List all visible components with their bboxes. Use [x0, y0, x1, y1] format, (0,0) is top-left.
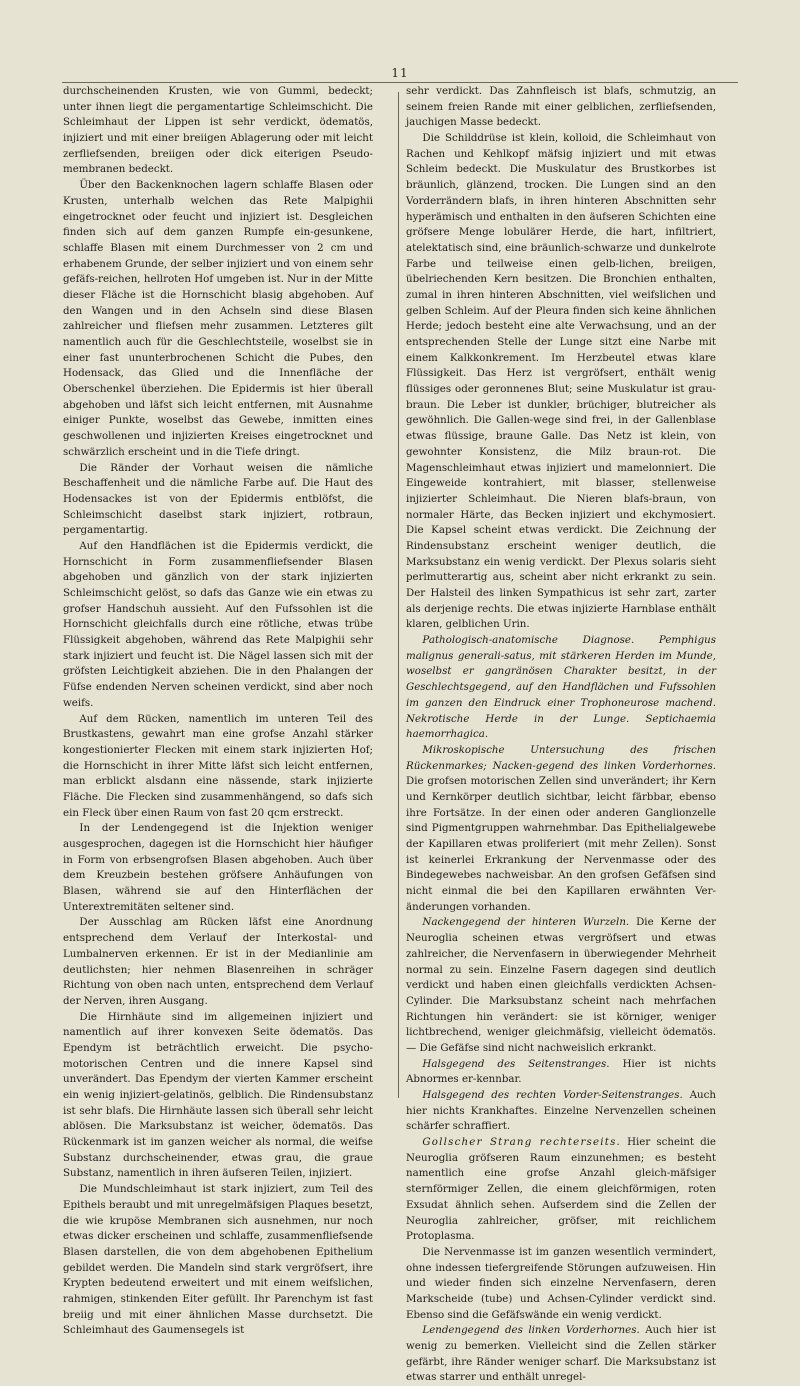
goll-text: Hier scheint die Neuroglia gröfseren Raum einzunehmen; es besteht namentlich eine grofse Anzahl gleich-mäfsiger sternförmiger Zellen, die einem gleichförmigen, roten Exsudat ähnlich sehen. Aufserdem sind die Zellen der Neuroglia zahlreicher, gröfser, mit reichlichem Protoplasma.	[406, 1136, 716, 1243]
paragraph: Über den Backenknochen lagern schlaffe Blasen oder Krusten, unterhalb welchen das Rete Malpighii eingetrocknet oder feucht und injiziert ist. Desgleichen finden sich auf dem ganzen Rumpfe ein-gesunkene, schlaffe Blasen mit einem Durchmesser von 2 cm und erhabenem Grunde, der selber injiziert und von einem sehr gefäfs-reichen, hellroten Hof umgeben ist. Nur in der Mitte dieser Fläche ist die Hornschicht blasig abgehoben. Auf den Wangen und in den Achseln sind diese Blasen zahlreicher und fliefsen mehr zusammen. Letzteres gilt namentlich auch für die Geschlechtsteile, woselbst sie in einer fast ununterbrochenen Schicht die Pubes, den Hodensack, das Glied und die Innenfläche der Oberschenkel überziehen. Die Epidermis ist hier überall abgehoben und läfst sich leicht entfernen, mit Ausnahme einiger Punkte, woselbst das Gewebe, inmitten eines geschwollenen und injizierten Kreises eingetrocknet und schwärzlich erscheint und in die Tiefe dringt.	[63, 179, 373, 458]
paragraph: Die Mundschleimhaut ist stark injiziert, zum Teil des Epithels beraubt und mit unregelmäfsigen Plaques besetzt, die wie krupöse Membranen sich ausnehmen, nur noch etwas dicker erscheinen und schlaffe, zusammenfliefsende Blasen darstellen, die von dem abgehobenen Epithelium gebildet werden. Die Mandeln sind stark vergröfsert, ihre Krypten bedeutend erweitert und mit einem weifslichen, rahmigen, stinkenden Eiter gefüllt. Ihr Parenchym ist fast breiig und mit einer ähnlichen Masse durchsetzt. Die Schleimhaut des Gaumensegels ist	[63, 1183, 373, 1337]
goll-section	[406, 1135, 716, 1245]
paragraph: Auf dem Rücken, namentlich im unteren Teil des Brustkastens, gewahrt man eine grofse Anzahl stärker kongestionierter Flecken mit einem stark injizierten Hof; die Hornschicht in ihrer Mitte läfst sich leicht entfernen, man erblickt alsdann eine nässende, stark injizierte Fläche. Die Flecken sind zusammenhängend, so dafs sich ein Fleck über einen Raum von fast 20 qcm erstreckt.	[63, 712, 373, 819]
paragraph: Die Ränder der Vorhaut weisen die nämliche Beschaffenheit und die nämliche Farbe auf. Die Haut des Hodensackes ist von der Epidermis entblöfst, die Schleimschicht daselbst stark injiziert, rotbraun, pergamentartig.	[63, 461, 373, 537]
paragraph: In der Lendengegend ist die Injektion weniger ausgesprochen, dagegen ist die Hornschicht hier häufiger in Form von erbsengrofsen Blasen abgehoben. Auch über dem Kreuzbein bestehen gröfsere Anhäufungen von Blasen, während sie auf den Hinterflächen der Unterextremitäten seltener sind.	[63, 822, 373, 913]
page-number: 11	[391, 66, 409, 80]
micro-text: Die grofsen motorischen Zellen sind unverändert; ihr Kern und Kernkörper deutlich sichtbar, leicht färbbar, ebenso ihre Fortsätze. In der einen oder anderen Ganglionzelle sind Pigmentgruppen wahrnehmbar. Das Epithelialgewebe der Kapillaren etwas proliferiert (mit mehr Zellen). Sonst ist keinerlei Erkrankung der Nervenmasse oder des Bindegewebes nachweisbar. An den grofsen Gefäfsen sind nicht einmal die bei den Kapillaren erwähnten Ver-änderungen vorhanden.	[406, 775, 716, 913]
right-lateral-section	[406, 1088, 716, 1135]
goll-heading: Gollscher Strang rechterseits.	[422, 1136, 621, 1149]
paragraph: durchscheinenden Krusten, wie von Gummi, bedeckt; unter ihnen liegt die pergamentartige Schleimschicht. Die Schleimhaut der Lippen ist sehr verdickt, ödematös, injiziert und mit einer breiigen Ablagerung oder mit leicht zerfliefsenden, breiigen oder dick eiterigen Pseudo-membranen bedeckt.	[63, 85, 373, 176]
lateral-section	[406, 1057, 716, 1088]
right-lateral-text: Auch hier nichts Krankhaftes. Einzelne Nervenzellen scheinen schärfer schraffiert.	[406, 1089, 717, 1133]
paragraph: Die Hirnhäute sind im allgemeinen injiziert und namentlich auf ihrer konvexen Seite ödematös. Das Ependym ist beträchtlich erweicht. Die psycho-motorischen Centren und die innere Kapsel sind unverändert. Das Ependym der vierten Kammer erscheint ein wenig injiziert-gelatinös, gelblich. Die Rindensubstanz ist sehr blafs. Die Hirnhäute lassen sich überall sehr leicht ablösen. Die Marksubstanz ist weicher, ödematös. Das Rückenmark ist im ganzen weicher als normal, die weifse Substanz durchscheinender, etwas grau, die graue Substanz, namentlich in ihren äufseren Teilen, injiziert.	[63, 1010, 373, 1180]
lateral-text: Hier ist nichts Abnormes er-kennbar.	[406, 1057, 716, 1086]
lumbar-section	[406, 1323, 716, 1386]
posterior-text: Die Kerne der Neuroglia scheinen etwas vergröfsert und etwas zahlreicher, die Nervenfasern in überwiegender Mehrheit normal zu sein. Einzelne Fasern dagegen sind deutlich verdickt und haben einen gleichfalls verdickten Achsen-Cylinder. Die Marksubstanz scheint nach mehrfachen Richtungen hin verändert: sie ist körniger, weniger lichtbrechend, weniger gleichmäfsig, vielleicht ödematös. — Die Gefäfse sind nicht nachweislich erkrankt.	[406, 916, 716, 1054]
paragraph: Der Ausschlag am Rücken läfst eine Anordnung entsprechend dem Verlauf der Interkostal- und Lumbalnerven erkennen. Er ist in der Medianlinie am deutlichsten; hier nehmen Blasenreihen in schräger Richtung von oben nach unten, entsprechend dem Verlauf der Nerven, ihren Ausgang.	[63, 916, 373, 1007]
left-column	[63, 84, 373, 1339]
lumbar-text: Auch hier ist wenig zu bemerken. Vielleicht sind die Zellen stärker gefärbt, ihre Ränder weniger scharf. Die Marksubstanz ist etwas starrer und enthält unregel-	[406, 1324, 716, 1384]
micro-section	[406, 743, 716, 916]
micro-heading: Mikroskopische Untersuchung des frischen Rückenmarkes; Nacken-gegend des linken Vorderhornes.	[406, 743, 716, 772]
paragraph: Auf den Handflächen ist die Epidermis verdickt, die Hornschicht in Form zusammenfliefsender Blasen abgehoben und gänzlich von der stark injizierten Schleimschicht gelöst, so dafs das Ganze wie ein etwas zu grofser Handschuh aussieht. Auf den Fufssohlen ist die Hornschicht gleichfalls durch eine rötliche, etwas trübe Flüssigkeit abgehoben, während das Rete Malpighii sehr stark injiziert und feucht ist. Die Nägel lassen sich mit der gröfsten Leichtigkeit abziehen. Die in den Phalangen der Füfse endenden Nerven scheinen verdickt, sind aber noch weifs.	[63, 539, 373, 709]
paragraph: sehr verdickt. Das Zahnfleisch ist blafs, schmutzig, an seinem freien Rande mit einer gelblichen, zerfliefsenden, jauchigen Masse bedeckt.	[406, 85, 716, 129]
paragraph: Die Nervenmasse ist im ganzen wesentlich vermindert, ohne indessen tiefergreifende Störungen aufzuweisen. Hin und wieder finden sich einzelne Nervenfasern, deren Markscheide (tube) und Achsen-Cylinder verdickt sind. Ebenso sind die Gefäfswände ein wenig verdickt.	[406, 1245, 716, 1321]
lumbar-heading: Lendengegend des linken Vorderhornes.	[422, 1324, 640, 1337]
posterior-heading: Nackengegend der hinteren Wurzeln.	[422, 916, 630, 929]
right-column	[406, 84, 716, 1386]
posterior-section	[406, 915, 716, 1056]
header-rule	[62, 82, 738, 83]
diagnosis-paragraph: Pathologisch-anatomische Diagnose. Pemphigus malignus generali-satus, mit stärkeren Herden im Munde, woselbst er gangränösen Charakter besitzt, in der Geschlechtsgegend, auf den Handflächen und Fufssohlen im ganzen den Eindruck einer Trophoneurose machend. Nekrotische Herde in der Lunge. Septichaemia haemorrhagica.	[406, 634, 716, 741]
column-divider	[398, 92, 399, 1098]
right-lateral-heading: Halsgegend des rechten Vorder-Seitenstranges.	[422, 1089, 683, 1101]
paragraph: Die Schilddrüse ist klein, kolloid, die Schleimhaut von Rachen und Kehlkopf mäfsig injiziert und mit etwas Schleim bedeckt. Die Muskulatur des Brustkorbes ist bräunlich, glänzend, trocken. Die Lungen sind an den Vorderrändern blafs, in ihren hinteren Abschnitten sehr hyperämisch und enthalten in den äufseren Schichten eine gröfsere Menge lobulärer Herde, die hart, infiltriert, atelektatisch sind, eine bräunlich-schwarze und dunkelrote Farbe und teilweise einen gelb-lichen, breiigen, übelriechenden Kern besitzen. Die Bronchien enthalten, zumal in ihren hinteren Abschnitten, viel weifslichen und gelben Schleim. Auf der Pleura finden sich keine ähnlichen Herde; jedoch besteht eine alte Verwachsung, und an der entsprechenden Stelle der Lunge sitzt eine Narbe mit einem Kalkkonkrement. Im Herzbeutel etwas klare Flüssigkeit. Das Herz ist vergröfsert, enthält wenig flüssiges oder geronnenes Blut; seine Muskulatur ist grau-braun. Die Leber ist dunkler, brüchiger, blutreicher als gewöhnlich. Die Gallen-wege sind frei, in der Gallenblase etwas flüssige, braune Galle. Das Netz ist klein, von gewohnter Konsistenz, die Milz braun-rot. Die Magenschleimhaut etwas injiziert und mamelonniert. Die Eingeweide kontrahiert, mit blasser, stellenweise injizierter Schleimhaut. Die Nieren blafs-braun, von normaler Härte, das Becken injiziert und ekchymosiert. Die Kapsel scheint etwas verdickt. Die Zeichnung der Rindensubstanz erscheint weniger deutlich, die Marksubstanz ein wenig verdickt. Der Plexus solaris sieht perlmutterartig aus, scheint aber nicht erkrankt zu sein. Der Halsteil des linken Sympathicus ist sehr zart, zarter als derjenige rechts. Die etwas injizierte Harnblase enthält klaren, gelblichen Urin.	[406, 132, 716, 631]
lateral-heading: Halsgegend des Seitenstranges.	[422, 1057, 610, 1070]
